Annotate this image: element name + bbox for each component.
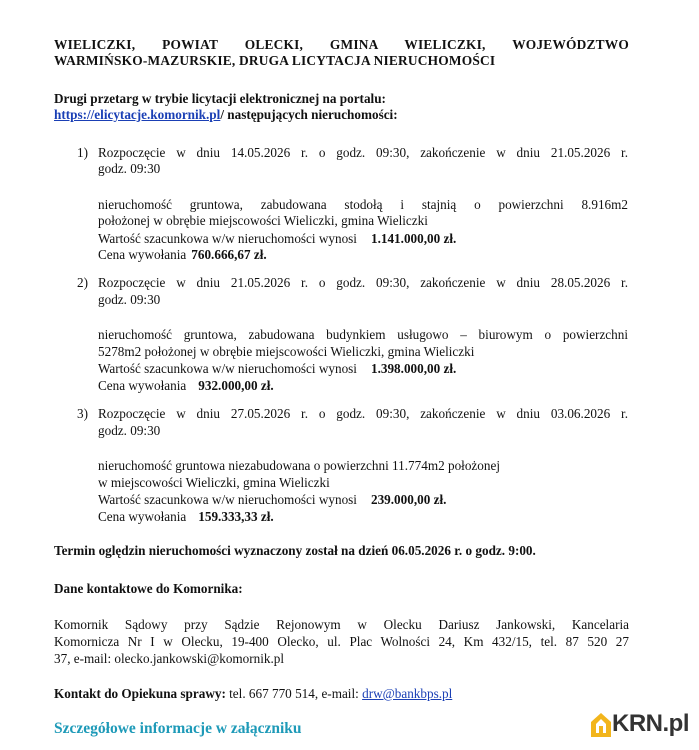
item-price-label: Cena wywołania (98, 378, 187, 393)
item-number: 2) (77, 275, 88, 290)
document-title-line-1: WIELICZKI, POWIAT OLECKI, GMINA WIELICZKI, WOJEWÓDZTWO (54, 37, 629, 52)
item-value-label: Wartość szacunkowa w/w nieruchomości wynosi (98, 231, 357, 246)
item-value-line (98, 492, 446, 508)
item-schedule-line: Rozpoczęcie w dniu 27.05.2026 r. o godz. 09:30, zakończenie w dniu 03.06.2026 r. (98, 406, 628, 421)
document-title-line-2: WARMIŃSKO-MAZURSKIE, DRUGA LICYTACJA NIERUCHOMOŚCI (54, 53, 496, 68)
details-attachment-text: Szczegółowe informacje w załączniku (54, 720, 302, 737)
item-value: 239.000,00 zł. (370, 492, 447, 507)
intro-line: Drugi przetarg w trybie licytacji elektronicznej na portalu: (54, 91, 386, 106)
krn-logo (590, 708, 694, 740)
contact-line: Komornik Sądowy przy Sądzie Rejonowym w Olecku Dariusz Jankowski, Kancelaria (54, 617, 629, 632)
guardian-text: tel. 667 770 514, e-mail: (225, 686, 363, 701)
item-description-line: w miejscowości Wieliczki, gmina Wieliczki (98, 475, 330, 490)
item-number: 3) (77, 406, 88, 421)
item-price: 159.333,33 zł. (198, 509, 274, 524)
intro-portal-rest: / następujących nieruchomości: (220, 107, 398, 122)
krn-logo-suffix: .pl (662, 710, 689, 737)
item-schedule-line: Rozpoczęcie w dniu 21.05.2026 r. o godz. 09:30, zakończenie w dniu 28.05.2026 r. (98, 275, 628, 290)
krn-logo-name: KRN (612, 710, 663, 737)
item-price-label: Cena wywołania (98, 509, 187, 524)
item-description-line: nieruchomość gruntowa, zabudowana stodołą i stajnią o powierzchni 8.916m2 (98, 197, 628, 212)
item-price-line (98, 247, 267, 263)
krn-logo-text (612, 710, 689, 738)
guardian-contact (54, 686, 452, 702)
item-description-line: nieruchomość gruntowa niezabudowana o powierzchni 11.774m2 położonej (98, 458, 500, 473)
item-schedule-line: Rozpoczęcie w dniu 14.05.2026 r. o godz. 09:30, zakończenie w dniu 21.05.2026 r. (98, 145, 628, 160)
contact-heading: Dane kontaktowe do Komornika: (54, 581, 243, 596)
item-description-line: nieruchomość gruntowa, zabudowana budynkiem usługowo – biurowym o powierzchni (98, 327, 628, 342)
item-price-label: Cena wywołania (98, 247, 187, 262)
item-value-label: Wartość szacunkowa w/w nieruchomości wynosi (98, 361, 357, 376)
item-value-label: Wartość szacunkowa w/w nieruchomości wynosi (98, 492, 357, 507)
intro-portal-line (54, 107, 398, 123)
item-value: 1.141.000,00 zł. (370, 231, 457, 246)
item-price-line (98, 509, 274, 525)
portal-link[interactable]: https://elicytacje.komornik.pl (54, 107, 221, 122)
guardian-label: Kontakt do Opiekuna sprawy: (54, 686, 226, 701)
item-description-line: 5278m2 położonej w obrębie miejscowości Wieliczki, gmina Wieliczki (98, 344, 475, 359)
item-description-line: położonej w obrębie miejscowości Wieliczki, gmina Wieliczki (98, 213, 428, 228)
inspection-notice: Termin oględzin nieruchomości wyznaczony został na dzień 06.05.2026 r. o godz. 9:00. (54, 543, 536, 558)
item-schedule-time: godz. 09:30 (98, 161, 161, 176)
item-value-line (98, 361, 456, 377)
item-number: 1) (77, 145, 88, 160)
item-schedule-time: godz. 09:30 (98, 292, 161, 307)
item-value: 1.398.000,00 zł. (370, 361, 457, 376)
house-icon (590, 712, 612, 738)
item-value-line (98, 231, 456, 247)
contact-line: 37, e-mail: olecko.jankowski@komornik.pl (54, 651, 285, 666)
item-price: 932.000,00 zł. (198, 378, 274, 393)
item-schedule-time: godz. 09:30 (98, 423, 161, 438)
contact-line: Komornicza Nr I w Olecku, 19-400 Olecko, ul. Plac Wolności 24, Km 432/15, tel. 87 520 27 (54, 634, 629, 649)
item-price-line (98, 378, 274, 394)
item-price: 760.666,67 zł. (191, 247, 267, 262)
guardian-email-link[interactable]: drw@bankbps.pl (362, 686, 453, 701)
